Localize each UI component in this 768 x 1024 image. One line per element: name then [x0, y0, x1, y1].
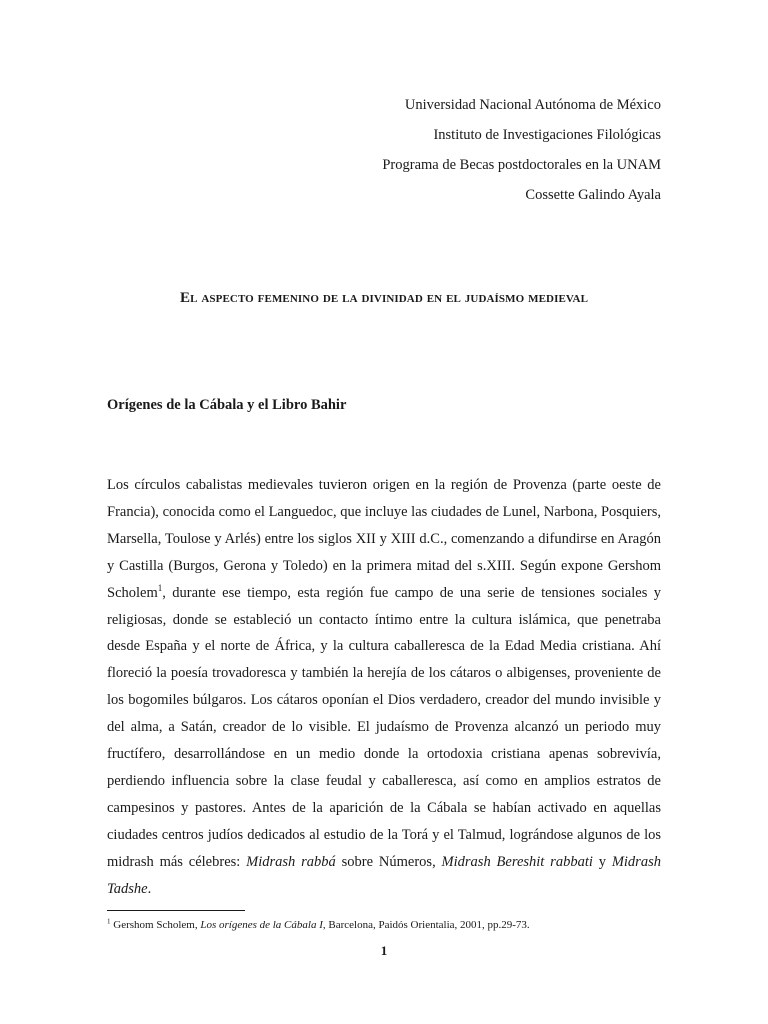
footnote-separator — [107, 910, 245, 911]
header-university: Universidad Nacional Autónoma de México — [404, 97, 661, 113]
footnote-number: 1 — [107, 917, 111, 926]
body-text-part5: . — [147, 880, 152, 897]
body-text-part2: , durante ese tiempo, esta región fue campo de una serie de tensiones sociales y religiosas, donde se estableció un contacto íntimo entre la cultura islámica, que penetraba desde España y el norte de África, y la cultura caballeresca de la Edad Media cristiana. Ahí floreció la poesía trovadoresca y también la herejía de los cátaros o albigenses, proveniente de los bogomiles búlgaros. Los cátaros oponían el Dios verdadero, creador del mundo invisible y del alma, a Satán, creador de lo visible. El judaísmo de Provenza alcanzó un periodo muy fructífero, desarrollándose en un medio donde la ortodoxia cristiana apenas sobrevivía, perdiendo influencia sobre la clase feudal y caballeresca, así como en amplios estratos de campesinos y pastores. Antes de la aparición de la Cábala se habían activado en aquellas ciudades centros judíos dedicados al estudio de la Torá y el Talmud, lográndose algunos de los midrash más célebres: — [107, 584, 661, 870]
body-italic-title-2: Midrash Bereshit rabbati — [441, 853, 593, 870]
footnote-details: , Barcelona, Paidós Orientalia, 2001, pp.29-73. — [322, 919, 530, 931]
body-text-part3: sobre Números, — [335, 853, 442, 870]
section-heading: Orígenes de la Cábala y el Libro Bahir — [107, 397, 347, 413]
body-text-part4: y — [592, 853, 612, 870]
body-italic-title-3: Midrash Tadshe — [107, 853, 661, 897]
document-title: El aspecto femenino de la divinidad en el judaísmo medieval — [179, 290, 589, 306]
page-number: 1 — [380, 943, 388, 958]
footnote — [107, 918, 667, 932]
footnote-work-title: Los orígenes de la Cábala I — [200, 919, 323, 931]
body-text-part1: Los círculos cabalistas medievales tuvieron origen en la región de Provenza (parte oeste de Francia), conocida como el Languedoc, que incluye las ciudades de Lunel, Narbona, Posquiers, Marsella, Toulose y Arlés) entre los siglos XII y XIII d.C., comenzando a difundirse en Aragón y Castilla (Burgos, Gerona y Toledo) en la primera mitad del s.XIII. Según expone Gershom Scholem — [107, 477, 661, 601]
body-italic-title-1: Midrash rabbá — [246, 853, 336, 870]
document-header — [382, 90, 661, 210]
header-author: Cossette Galindo Ayala — [525, 187, 661, 203]
header-program: Programa de Becas postdoctorales en la UNAM — [382, 157, 661, 173]
footnote-author: Gershom Scholem, — [110, 919, 201, 931]
body-paragraph — [107, 472, 661, 903]
header-institute: Instituto de Investigaciones Filológicas — [433, 127, 661, 143]
footnote-reference[interactable]: 1 — [157, 582, 163, 593]
